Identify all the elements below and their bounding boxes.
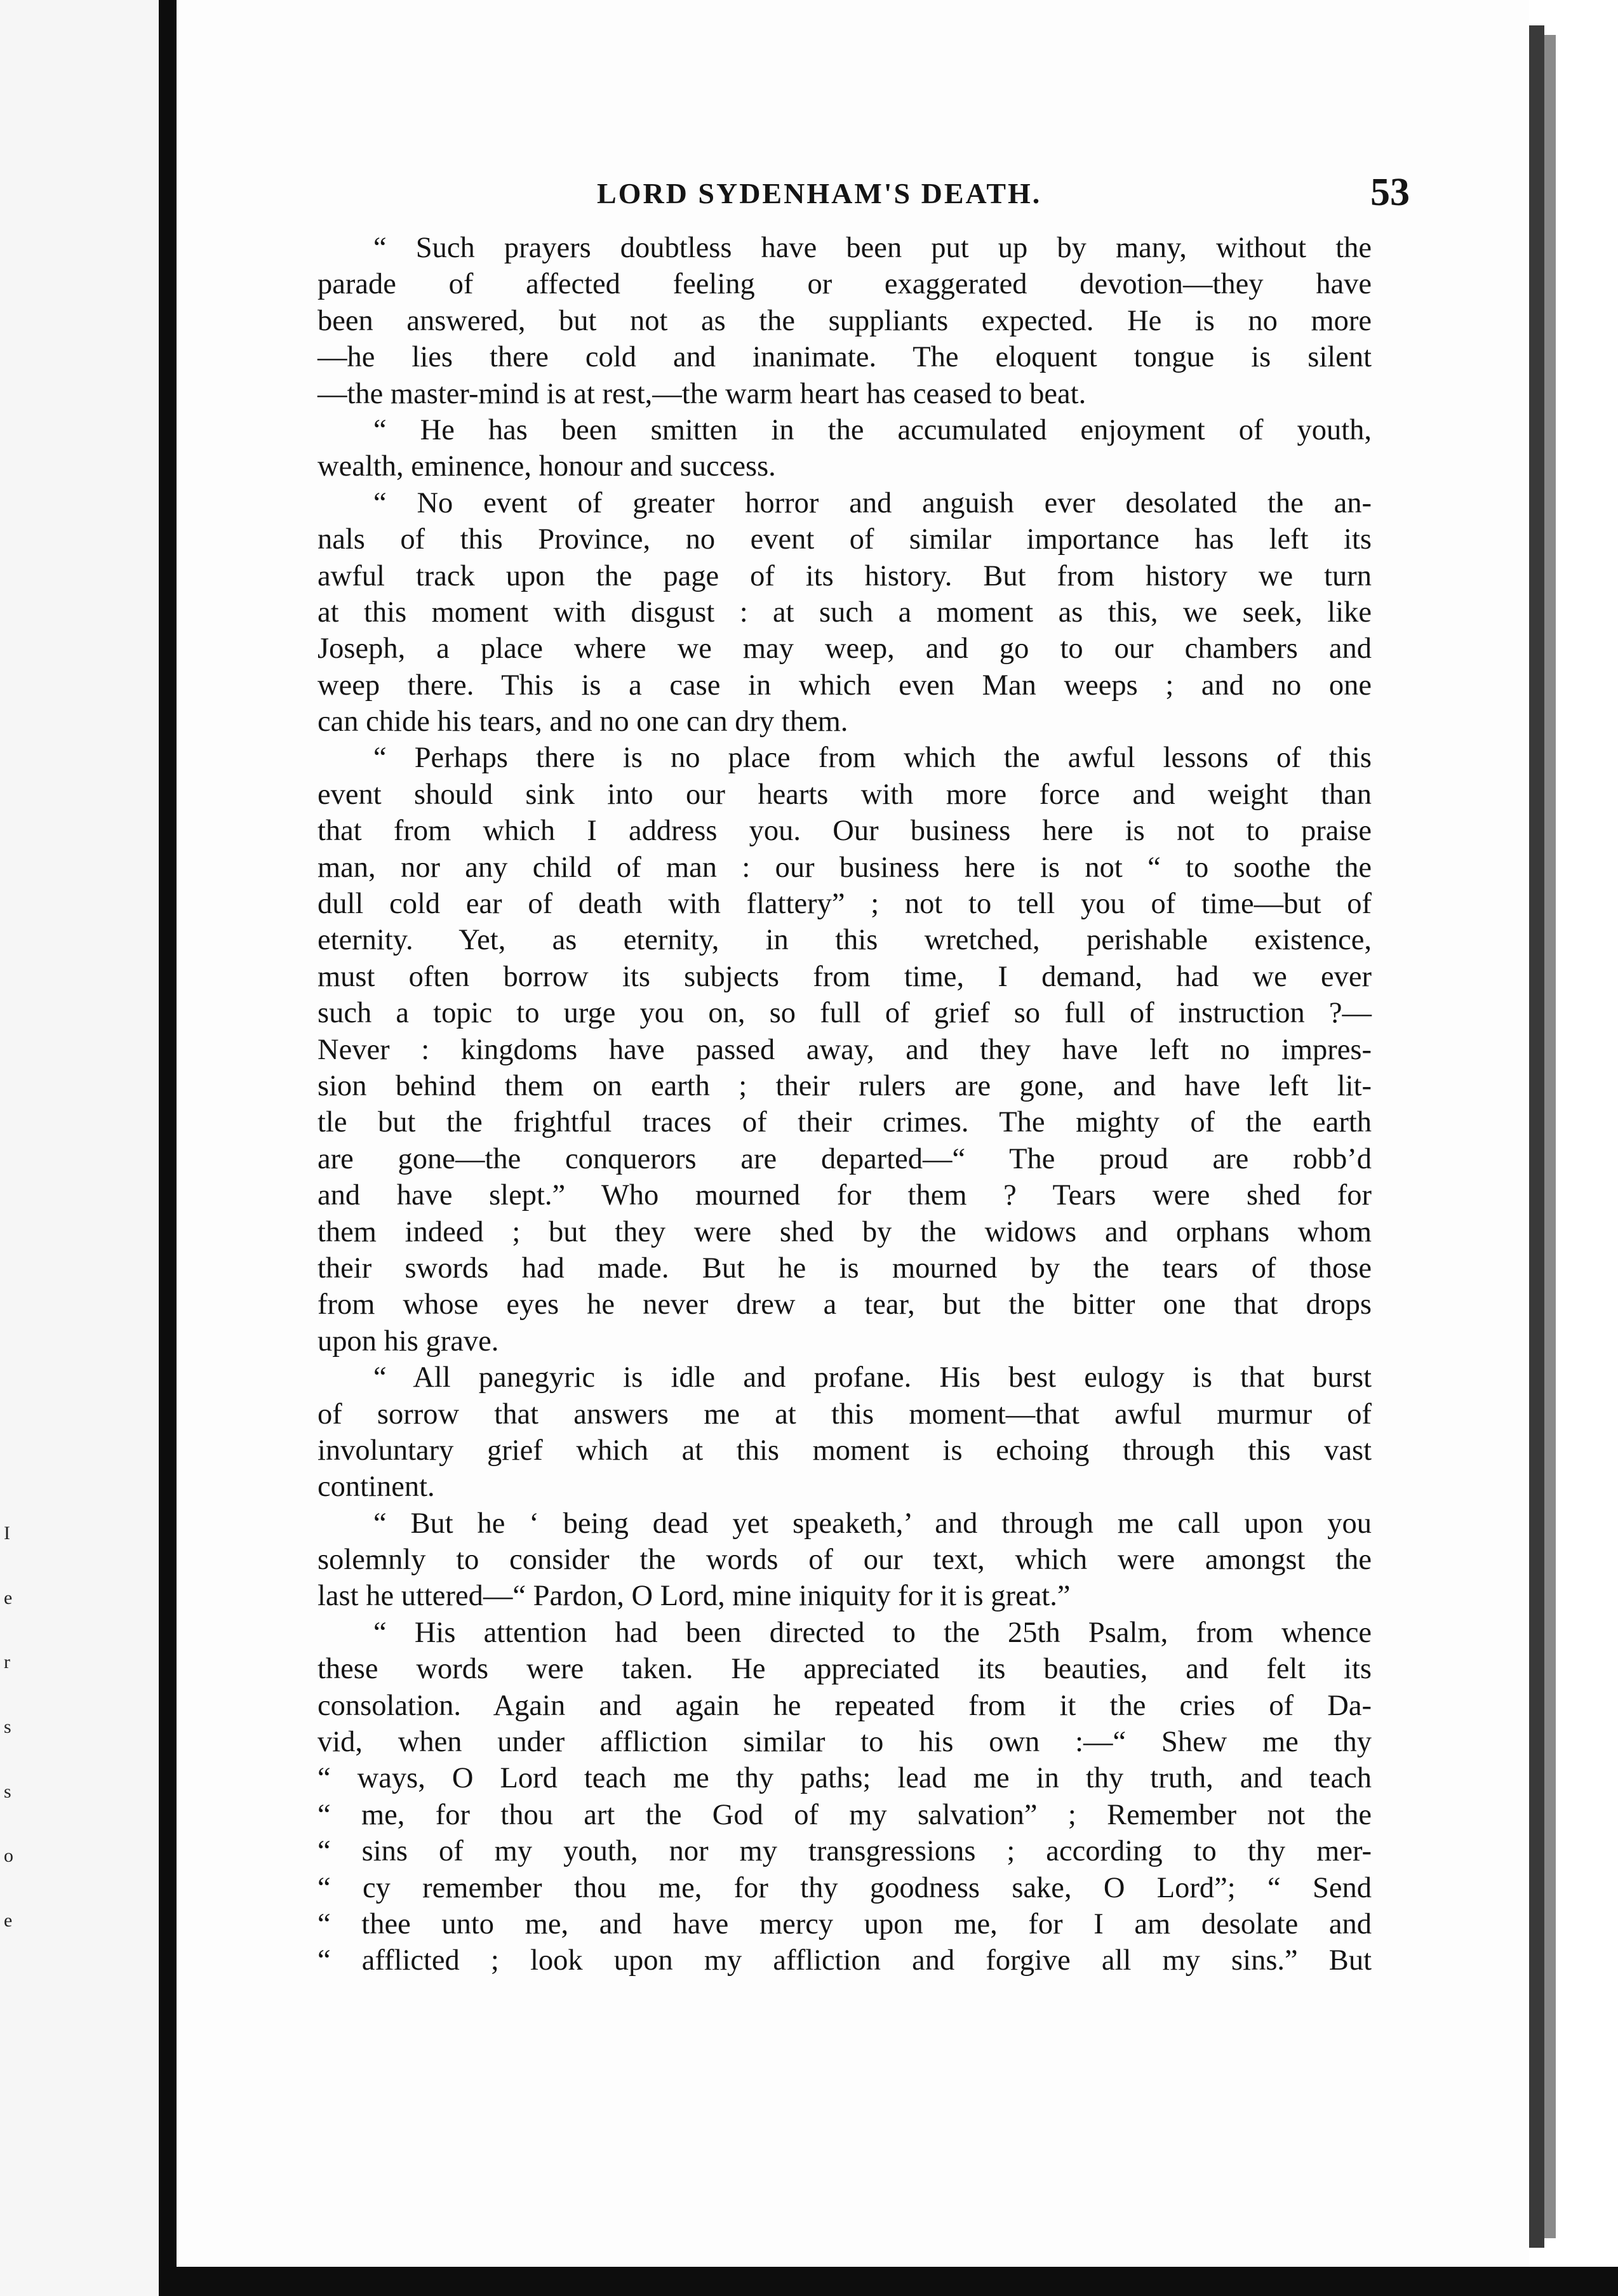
scan-bottom-border [159,2267,1618,2296]
text-line: involuntary grief which at this moment is echoing through this vast [318,1434,1372,1467]
text-line: “ me, for thou art the God of my salvation” ; Remember not the [318,1798,1372,1831]
text-line: —he lies there cold and inanimate. The eloquent tongue is silent [318,341,1372,374]
text-line: “ His attention had been directed to the 25th Psalm, from whence [373,1616,1372,1649]
facing-page-glyph: e [4,1909,13,1931]
facing-page-text-fragments [4,1524,23,1930]
text-line: nals of this Province, no event of similar importance has left its [318,523,1372,556]
scan-background [1556,0,1618,2267]
text-line: “ All panegyric is idle and profane. His best eulogy is that burst [373,1361,1372,1394]
facing-page-glyph: s [4,1716,11,1737]
text-line: “ No event of greater horror and anguish ever desolated the an- [373,486,1372,519]
text-line: Joseph, a place where we may weep, and go to our chambers and [318,632,1372,665]
text-line: dull cold ear of death with flattery” ; not to tell you of time—but of [318,888,1372,921]
text-line: “ afflicted ; look upon my affliction and forgive all my sins.” But [318,1944,1372,1977]
text-line: vid, when under affliction similar to his own :—“ Shew me thy [318,1726,1372,1759]
text-line: “ sins of my youth, nor my transgressions ; according to thy mer- [318,1835,1372,1868]
text-line: —the master-mind is at rest,—the warm heart has ceased to beat. [318,377,1086,410]
text-line: “ But he ‘ being dead yet speaketh,’ and through me call upon you [373,1507,1372,1540]
text-line: are gone—the conquerors are departed—“ The proud are robb’d [318,1142,1372,1175]
facing-page-edge [0,0,159,2296]
text-line: “ Such prayers doubtless have been put up by many, without the [373,232,1372,264]
page-edge-stack [1544,35,1556,2238]
text-line: solemnly to consider the words of our text, which were amongst the [318,1544,1372,1577]
text-line: awful track upon the page of its history. But from history we turn [318,559,1372,592]
text-line: their swords had made. But he is mourned by the tears of those [318,1251,1372,1285]
text-line: and have slept.” Who mourned for them ? Tears were shed for [318,1179,1372,1212]
text-line: of sorrow that answers me at this moment—that awful murmur of [318,1398,1372,1431]
text-line: from whose eyes he never drew a tear, but the bitter one that drops [318,1288,1372,1321]
facing-page-glyph: I [4,1523,10,1544]
text-line: “ cy remember thou me, for thy goodness sake, O Lord”; “ Send [318,1871,1372,1904]
text-line: last he uttered—“ Pardon, O Lord, mine iniquity for it is great.” [318,1580,1071,1613]
facing-page-glyph: r [4,1652,10,1673]
page-number: 53 [1370,171,1410,214]
text-line: “ Perhaps there is no place from which the awful lessons of this [373,742,1372,775]
text-line: “ thee unto me, and have mercy upon me, for I am desolate and [318,1907,1372,1940]
text-line: “ ways, O Lord teach me thy paths; lead me in thy truth, and teach [318,1762,1372,1795]
text-line: weep there. This is a case in which even Man weeps ; and no one [318,669,1372,702]
text-line: these words were taken. He appreciated its beauties, and felt its [318,1653,1372,1686]
text-line: can chide his tears, and no one can dry them. [318,705,848,738]
text-line: wealth, eminence, honour and success. [318,450,776,483]
running-head-title: LORD SYDENHAM'S DEATH. [597,177,1042,210]
text-line: been answered, but not as the suppliants expected. He is no more [318,304,1372,337]
text-line: sion behind them on earth ; their rulers are gone, and have left lit- [318,1069,1372,1102]
text-line: eternity. Yet, as eternity, in this wretched, perishable existence, [318,924,1372,957]
text-line: them indeed ; but they were shed by the widows and orphans whom [318,1215,1372,1248]
text-line: Never : kingdoms have passed away, and they have left no impres- [318,1033,1372,1066]
text-line: must often borrow its subjects from time, I demand, had we ever [318,960,1372,993]
facing-page-glyph: o [4,1845,13,1867]
facing-page-glyph: e [4,1587,13,1608]
text-line: such a topic to urge you on, so full of grief so full of instruction ?— [318,997,1372,1030]
facing-page-glyph: s [4,1780,11,1802]
text-line: “ He has been smitten in the accumulated enjoyment of youth, [373,413,1372,446]
binding-shadow [159,0,177,2296]
text-line: event should sink into our hearts with more force and weight than [318,778,1372,811]
body-text [318,230,1372,1979]
text-line: parade of affected feeling or exaggerated devotion—they have [318,268,1372,301]
text-line: that from which I address you. Our business here is not to praise [318,815,1372,848]
text-line: man, nor any child of man : our business here is not “ to soothe the [318,851,1372,884]
page-edge-shadow [1529,25,1544,2248]
text-line: at this moment with disgust : at such a moment as this, we seek, like [318,596,1372,629]
text-line: upon his grave. [318,1325,499,1358]
text-line: consolation. Again and again he repeated from it the cries of Da- [318,1689,1372,1722]
text-line: tle but the frightful traces of their crimes. The mighty of the earth [318,1106,1372,1139]
text-line: continent. [318,1471,435,1504]
running-head [597,170,1410,227]
